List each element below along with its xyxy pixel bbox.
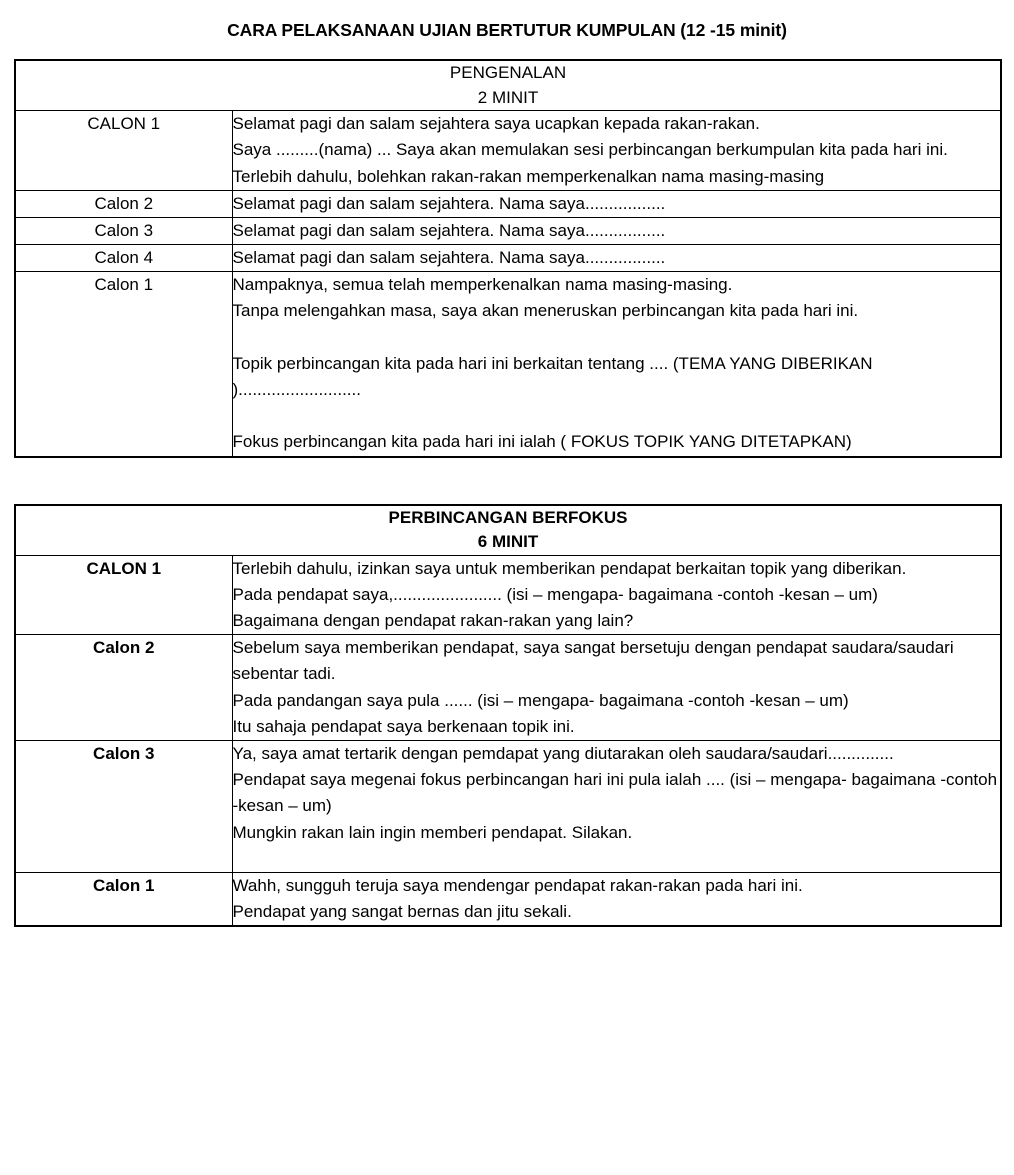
speech-line: Pendapat yang sangat bernas dan jitu sekali. [232,902,572,922]
speech-line: Selamat pagi dan salam sejahtera. Nama saya................. [232,220,666,240]
speaker-label-cell: Calon 1 [15,272,232,457]
speaker-label-cell: CALON 1 [15,111,232,191]
table-pengenalan [14,59,1002,458]
speaker-label-cell: Calon 3 [15,217,232,244]
table-header-duration: 6 MINIT [477,532,539,552]
speech-line: Pendapat saya megenai fokus perbincangan hari ini pula ialah .... (isi – mengapa- bagaimana -contoh -kesan – um) [232,770,998,816]
speaker-label-cell: Calon 2 [15,190,232,217]
table-header-row [15,505,1001,556]
table-row [15,245,1001,272]
speech-line: Terlebih dahulu, bolehkan rakan-rakan memperkenalkan nama masing-masing [232,166,825,186]
table-spacer [0,458,1014,504]
table-row [15,635,1001,741]
table-perbincangan-berfokus [14,504,1002,928]
speech-line: Saya .........(nama) ... Saya akan memulakan sesi perbincangan berkumpulan kita pada hari ini. [232,140,948,160]
table-row [15,190,1001,217]
speech-line: Selamat pagi dan salam sejahtera. Nama saya................. [232,193,666,213]
table-header-title: PERBINCANGAN BERFOKUS [388,507,628,527]
speech-text-cell [232,741,1001,873]
blank-line [233,403,1001,429]
speaker-label-cell: Calon 2 [15,635,232,741]
table-row [15,111,1001,191]
speech-line: Pada pandangan saya pula ...... (isi – mengapa- bagaimana -contoh -kesan – um) [232,690,849,710]
speech-text-cell [232,190,1001,217]
speech-text-cell [232,111,1001,191]
table-row [15,741,1001,873]
speaker-label-cell: Calon 1 [15,872,232,926]
speech-line: Nampaknya, semua telah memperkenalkan nama masing-masing. [232,275,733,295]
speaker-label-cell: Calon 3 [15,741,232,873]
table-row [15,272,1001,457]
table-row [15,555,1001,635]
speech-text-cell [232,872,1001,926]
speech-text-cell [232,245,1001,272]
speech-line: Terlebih dahulu, izinkan saya untuk memberikan pendapat berkaitan topik yang diberikan. [232,558,907,578]
speaker-label-cell: CALON 1 [15,555,232,635]
speech-text-cell [232,217,1001,244]
table-header-duration: 2 MINIT [477,87,539,107]
table-pengenalan-body [15,60,1001,457]
table-header-row [15,60,1001,111]
speech-line: Wahh, sungguh teruja saya mendengar pendapat rakan-rakan pada hari ini. [232,875,803,895]
speech-line: Itu sahaja pendapat saya berkenaan topik ini. [232,716,575,736]
table-row [15,872,1001,926]
speech-line: Pada pendapat saya,....................... (isi – mengapa- bagaimana -contoh -kesan – um) [232,584,878,604]
speech-line: Tanpa melengahkan masa, saya akan meneruskan perbincangan kita pada hari ini. [232,301,859,321]
blank-line [233,325,1001,351]
table-row [15,217,1001,244]
table-header-title: PENGENALAN [449,63,567,82]
table-header-cell [15,505,1001,556]
speech-line: Sebelum saya memberikan pendapat, saya sangat bersetuju dengan pendapat saudara/saudari sebentar tadi. [232,638,954,684]
speech-line: Topik perbincangan kita pada hari ini berkaitan tentang .... (TEMA YANG DIBERIKAN ).......................... [232,353,873,399]
speech-text-cell [232,272,1001,457]
speech-line: Mungkin rakan lain ingin memberi pendapat. Silakan. [232,822,633,842]
speaker-label-cell: Calon 4 [15,245,232,272]
speech-line: Ya, saya amat tertarik dengan pemdapat yang diutarakan oleh saudara/saudari.............. [232,744,894,763]
speech-text-cell [232,555,1001,635]
speech-line: Selamat pagi dan salam sejahtera saya ucapkan kepada rakan-rakan. [232,114,760,134]
page-title: CARA PELAKSANAAN UJIAN BERTUTUR KUMPULAN (12 -15 minit) [227,20,787,40]
table-perbincangan-berfokus-body [15,505,1001,927]
blank-line [233,846,1001,872]
speech-text-cell [232,635,1001,741]
speech-line: Bagaimana dengan pendapat rakan-rakan yang lain? [232,611,634,631]
table-header-cell [15,60,1001,111]
speech-line: Selamat pagi dan salam sejahtera. Nama saya................. [232,248,666,268]
speech-line: Fokus perbincangan kita pada hari ini ialah ( FOKUS TOPIK YANG DITETAPKAN) [232,432,852,452]
